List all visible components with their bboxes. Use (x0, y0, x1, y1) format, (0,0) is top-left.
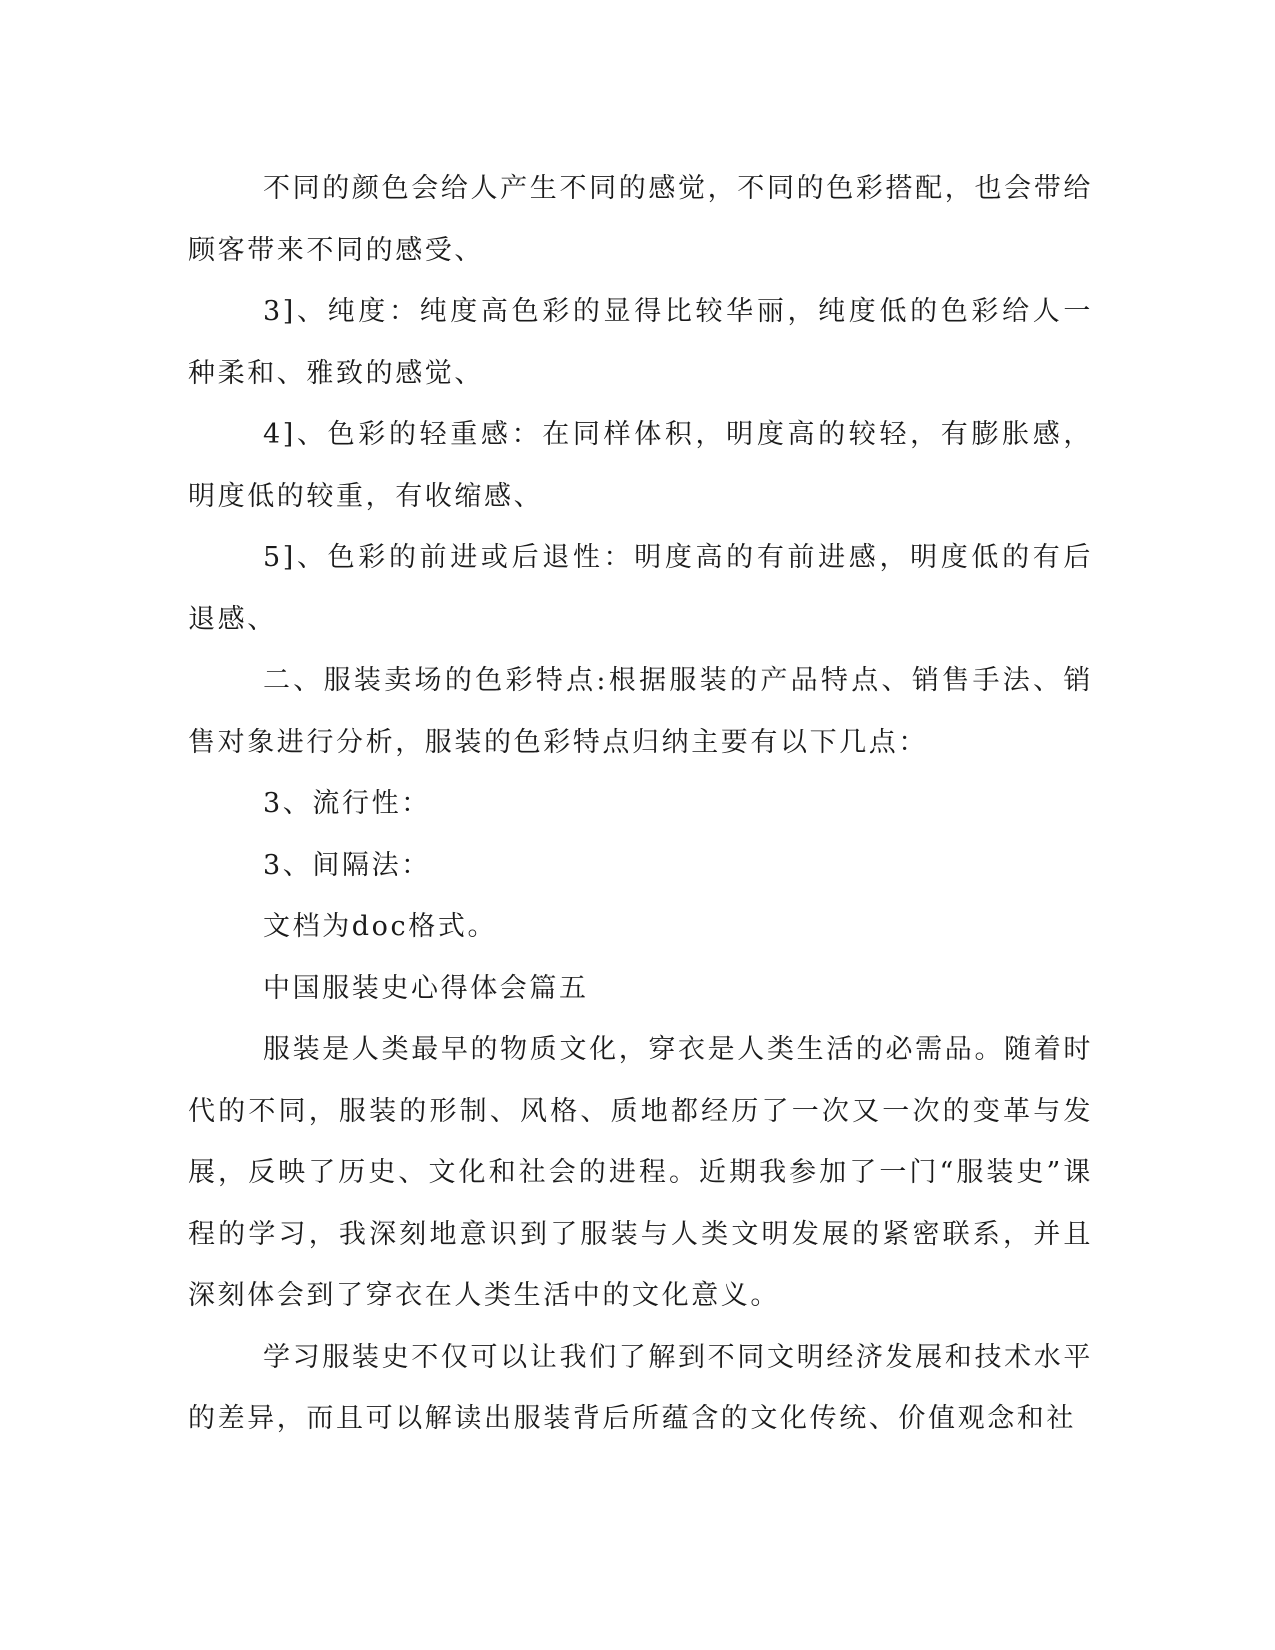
paragraph-advance-retreat: 5]、色彩的前进或后退性：明度高的有前进感，明度低的有后退感、 (188, 542, 1093, 635)
section-heading: 中国服装史心得体会篇五 (263, 972, 589, 1004)
paragraph-fashionability: 3、流行性： (263, 788, 431, 819)
paragraph-store-color-features: 二、服装卖场的色彩特点:根据服装的产品特点、销售手法、销售对象进行分析，服装的色彩特点归纳主要有以下几点： (188, 665, 1093, 758)
document-body (188, 158, 1093, 1450)
paragraph-weight-sense: 4]、色彩的轻重感：在同样体积，明度高的较轻，有膨胀感，明度低的较重，有收缩感、 (188, 419, 1093, 512)
paragraph-interval-method: 3、间隔法： (263, 849, 431, 881)
paragraph-study-history: 学习服装史不仅可以让我们了解到不同文明经济发展和技术水平的差异，而且可以解读出服装背后所蕴含的文化传统、价值观念和社 (188, 1341, 1093, 1434)
paragraph-clothing-culture: 服装是人类最早的物质文化，穿衣是人类生活的必需品。随着时代的不同，服装的形制、风格、质地都经历了一次又一次的变革与发展，反映了历史、文化和社会的进程。近期我参加了一门“服装史”课程的学习，我深刻地意识到了服装与人类文明发展的紧密联系，并且深刻体会到了穿衣在人类生活中的文化意义。 (188, 1034, 1093, 1311)
paragraph-purity: 3]、纯度：纯度高色彩的显得比较华丽，纯度低的色彩给人一种柔和、雅致的感觉、 (188, 296, 1093, 389)
paragraph-doc-format: 文档为doc格式。 (263, 911, 498, 942)
paragraph-color-feelings: 不同的颜色会给人产生不同的感觉，不同的色彩搭配，也会带给顾客带来不同的感受、 (188, 173, 1093, 266)
